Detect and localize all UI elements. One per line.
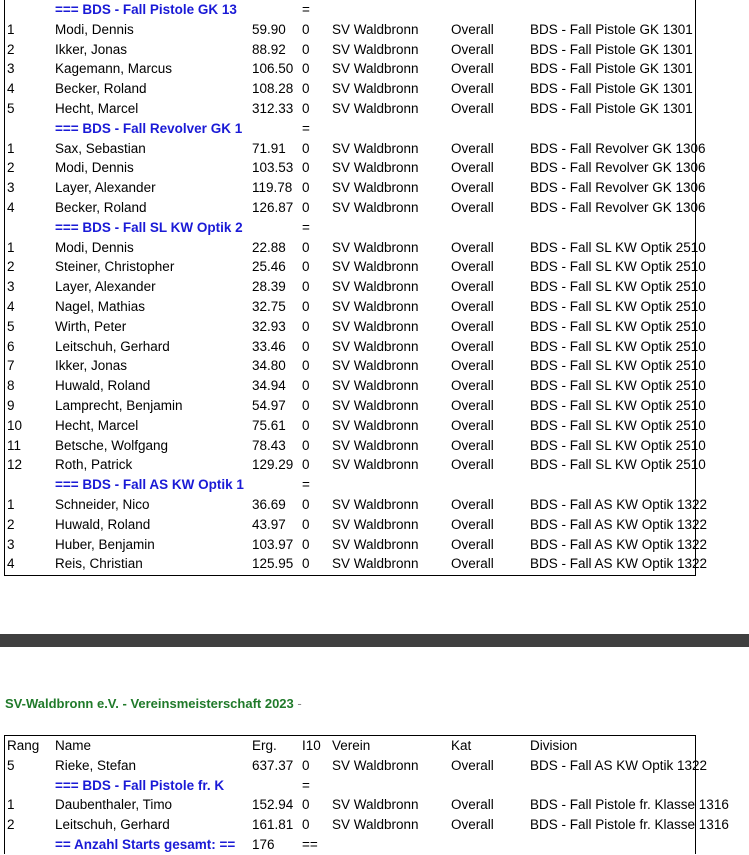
name-cell: Reis, Christian: [55, 556, 143, 572]
division-cell: BDS - Fall Pistole GK 1301: [530, 81, 693, 97]
verein-cell: SV Waldbronn: [332, 41, 419, 57]
header-division-cell: Division: [530, 738, 578, 753]
erg-cell: 33.46: [252, 338, 286, 354]
name-cell: Nagel, Mathias: [55, 298, 146, 314]
name-cell: Modi, Dennis: [55, 160, 134, 176]
rang-cell: 4: [7, 298, 15, 314]
rang-cell: 5: [7, 100, 15, 116]
division-cell: BDS - Fall SL KW Optik 2510: [530, 358, 706, 374]
document-title-suffix: -: [293, 696, 302, 711]
verein-cell: SV Waldbronn: [332, 817, 419, 833]
i10-cell: 0: [302, 160, 310, 176]
rang-cell: 4: [7, 81, 15, 97]
division-cell: BDS - Fall SL KW Optik 2510: [530, 239, 706, 255]
kat-cell: Overall: [451, 41, 494, 57]
i10-cell: 0: [302, 41, 310, 57]
kat-cell: Overall: [451, 457, 494, 473]
verein-cell: SV Waldbronn: [332, 199, 419, 215]
name-cell: Ikker, Jonas: [55, 358, 128, 374]
section-eq: =: [302, 777, 310, 793]
division-cell: BDS - Fall SL KW Optik 2510: [530, 417, 706, 433]
kat-cell: Overall: [451, 160, 494, 176]
division-cell: BDS - Fall AS KW Optik 1322: [530, 516, 708, 532]
kat-cell: Overall: [451, 180, 494, 196]
erg-cell: 71.91: [252, 140, 286, 156]
i10-cell: 0: [302, 378, 310, 394]
section-eq: ==: [302, 836, 318, 852]
section-label: === BDS - Fall AS KW Optik 1: [55, 477, 244, 493]
rang-cell: 2: [7, 259, 15, 275]
name-cell: Hecht, Marcel: [55, 100, 139, 116]
rang-cell: 1: [7, 140, 15, 156]
section-row: [5, 218, 695, 238]
document-title-text: SV-Waldbronn e.V. - Vereinsmeisterschaft 2023: [5, 696, 294, 711]
erg-cell: 32.75: [252, 298, 286, 314]
i10-cell: 0: [302, 437, 310, 453]
verein-cell: SV Waldbronn: [332, 100, 419, 116]
division-cell: BDS - Fall Pistole GK 1301: [530, 61, 693, 77]
verein-cell: SV Waldbronn: [332, 757, 419, 773]
i10-cell: 0: [302, 61, 310, 77]
rang-cell: 3: [7, 180, 15, 196]
division-cell: BDS - Fall SL KW Optik 2510: [530, 318, 706, 334]
section-row: [5, 835, 695, 855]
verein-cell: SV Waldbronn: [332, 61, 419, 77]
i10-cell: 0: [302, 81, 310, 97]
kat-cell: Overall: [451, 797, 494, 813]
verein-cell: SV Waldbronn: [332, 437, 419, 453]
kat-cell: Overall: [451, 199, 494, 215]
i10-cell: 0: [302, 338, 310, 354]
rang-cell: 2: [7, 41, 15, 57]
section-label: === BDS - Fall SL KW Optik 2: [55, 219, 243, 235]
kat-cell: Overall: [451, 298, 494, 314]
name-cell: Ikker, Jonas: [55, 41, 128, 57]
section-label: === BDS - Fall Pistole fr. K: [55, 777, 225, 793]
table-row: [5, 376, 706, 396]
table-row: [5, 59, 695, 79]
kat-cell: Overall: [451, 358, 494, 374]
verein-cell: SV Waldbronn: [332, 298, 419, 314]
table-row: [5, 455, 706, 475]
table-row: [5, 238, 706, 258]
table-row: [5, 139, 706, 159]
kat-cell: Overall: [451, 437, 494, 453]
erg-cell: 36.69: [252, 496, 286, 512]
section-eq: =: [302, 120, 310, 136]
verein-cell: SV Waldbronn: [332, 797, 419, 813]
kat-cell: Overall: [451, 239, 494, 255]
erg-cell: 312.33: [252, 100, 294, 116]
kat-cell: Overall: [451, 536, 494, 552]
rang-cell: 11: [7, 437, 22, 453]
kat-cell: Overall: [451, 140, 494, 156]
table-row: [5, 337, 706, 357]
rang-cell: 6: [7, 338, 15, 354]
header-verein-cell: Verein: [332, 738, 371, 753]
rang-cell: 5: [7, 757, 15, 773]
verein-cell: SV Waldbronn: [332, 358, 419, 374]
name-cell: Daubenthaler, Timo: [55, 797, 173, 813]
verein-cell: SV Waldbronn: [332, 457, 419, 473]
section-eq: =: [302, 219, 310, 235]
table-row: [5, 495, 708, 515]
verein-cell: SV Waldbronn: [332, 180, 419, 196]
table-row: [5, 515, 708, 535]
name-cell: Rieke, Stefan: [55, 757, 137, 773]
rang-cell: 3: [7, 536, 15, 552]
verein-cell: SV Waldbronn: [332, 81, 419, 97]
section-label: == Anzahl Starts gesamt: ==: [55, 836, 236, 852]
rang-cell: 5: [7, 318, 15, 334]
kat-cell: Overall: [451, 21, 494, 37]
verein-cell: SV Waldbronn: [332, 239, 419, 255]
erg-cell: 126.87: [252, 199, 294, 215]
division-cell: BDS - Fall SL KW Optik 2510: [530, 378, 706, 394]
i10-cell: 0: [302, 180, 310, 196]
header-kat-cell: Kat: [451, 738, 472, 753]
erg-cell: 78.43: [252, 437, 286, 453]
erg-cell: 22.88: [252, 239, 286, 255]
name-cell: Becker, Roland: [55, 81, 147, 97]
division-cell: BDS - Fall Revolver GK 1306: [530, 199, 706, 215]
name-cell: Layer, Alexander: [55, 180, 156, 196]
i10-cell: 0: [302, 556, 310, 572]
erg-cell: 108.28: [252, 81, 294, 97]
division-cell: BDS - Fall Revolver GK 1306: [530, 140, 706, 156]
rang-cell: 1: [7, 239, 15, 255]
section-eq: =: [302, 477, 310, 493]
division-cell: BDS - Fall Pistole GK 1301: [530, 100, 693, 116]
name-cell: Steiner, Christopher: [55, 259, 175, 275]
section-eq: =: [302, 2, 310, 17]
erg-cell: 32.93: [252, 318, 286, 334]
verein-cell: SV Waldbronn: [332, 279, 419, 295]
table-row: [5, 815, 729, 835]
division-cell: BDS - Fall Pistole GK 1301: [530, 21, 693, 37]
i10-cell: 0: [302, 239, 310, 255]
division-cell: BDS - Fall AS KW Optik 1322: [530, 757, 708, 773]
section-row: [5, 0, 695, 20]
section-label: === BDS - Fall Revolver GK 1: [55, 120, 243, 136]
name-cell: Huwald, Roland: [55, 516, 151, 532]
erg-cell: 103.53: [252, 160, 294, 176]
rang-cell: 2: [7, 516, 15, 532]
kat-cell: Overall: [451, 259, 494, 275]
table-row: [5, 795, 729, 815]
table-row: [5, 257, 706, 277]
erg-cell: 75.61: [252, 417, 286, 433]
i10-cell: 0: [302, 417, 310, 433]
results-table-1: [4, 0, 708, 576]
table-row: [5, 40, 695, 60]
division-cell: BDS - Fall Revolver GK 1306: [530, 160, 706, 176]
erg-cell: 637.37: [252, 757, 294, 773]
results-page-2: [0, 647, 749, 850]
division-cell: BDS - Fall SL KW Optik 2510: [530, 437, 706, 453]
erg-cell: 106.50: [252, 61, 294, 77]
kat-cell: Overall: [451, 279, 494, 295]
name-cell: Huwald, Roland: [55, 378, 151, 394]
table-row: [5, 356, 706, 376]
kat-cell: Overall: [451, 397, 494, 413]
erg-cell: 161.81: [252, 817, 294, 833]
name-cell: Layer, Alexander: [55, 279, 156, 295]
i10-cell: 0: [302, 199, 310, 215]
table-row: [5, 416, 706, 436]
verein-cell: SV Waldbronn: [332, 516, 419, 532]
division-cell: BDS - Fall AS KW Optik 1322: [530, 536, 708, 552]
i10-cell: 0: [302, 516, 310, 532]
division-cell: BDS - Fall Pistole GK 1301: [530, 41, 693, 57]
i10-cell: 0: [302, 298, 310, 314]
verein-cell: SV Waldbronn: [332, 140, 419, 156]
i10-cell: 0: [302, 100, 310, 116]
i10-cell: 0: [302, 817, 310, 833]
verein-cell: SV Waldbronn: [332, 397, 419, 413]
erg-cell: 34.80: [252, 358, 286, 374]
section-label: === BDS - Fall Pistole GK 13: [55, 2, 237, 17]
erg-cell: 152.94: [252, 797, 294, 813]
erg-cell: 34.94: [252, 378, 286, 394]
i10-cell: 0: [302, 21, 310, 37]
division-cell: BDS - Fall SL KW Optik 2510: [530, 338, 706, 354]
kat-cell: Overall: [451, 100, 494, 116]
verein-cell: SV Waldbronn: [332, 536, 419, 552]
verein-cell: SV Waldbronn: [332, 318, 419, 334]
division-cell: BDS - Fall SL KW Optik 2510: [530, 397, 706, 413]
name-cell: Modi, Dennis: [55, 21, 134, 37]
table-row: [5, 20, 695, 40]
verein-cell: SV Waldbronn: [332, 259, 419, 275]
division-cell: BDS - Fall SL KW Optik 2510: [530, 457, 706, 473]
i10-cell: 0: [302, 797, 310, 813]
i10-cell: 0: [302, 259, 310, 275]
header-rang-cell: Rang: [7, 738, 40, 753]
rang-cell: 2: [7, 160, 15, 176]
name-cell: Becker, Roland: [55, 199, 147, 215]
verein-cell: SV Waldbronn: [332, 417, 419, 433]
division-cell: BDS - Fall SL KW Optik 2510: [530, 259, 706, 275]
division-cell: BDS - Fall SL KW Optik 2510: [530, 298, 706, 314]
results-table-2: [4, 735, 729, 854]
rang-cell: 8: [7, 378, 15, 394]
header-name-cell: Name: [55, 738, 92, 753]
kat-cell: Overall: [451, 81, 494, 97]
erg-cell: 59.90: [252, 21, 286, 37]
i10-cell: 0: [302, 140, 310, 156]
table-row: [5, 99, 695, 119]
header-row: [5, 736, 695, 756]
name-cell: Leitschuh, Gerhard: [55, 817, 170, 833]
erg-cell: 125.95: [252, 556, 294, 572]
name-cell: Betsche, Wolfgang: [55, 437, 169, 453]
division-cell: BDS - Fall Pistole fr. Klasse 1316: [530, 797, 729, 813]
name-cell: Roth, Patrick: [55, 457, 133, 473]
name-cell: Wirth, Peter: [55, 318, 127, 334]
name-cell: Lamprecht, Benjamin: [55, 397, 183, 413]
division-cell: BDS - Fall SL KW Optik 2510: [530, 279, 706, 295]
i10-cell: 0: [302, 496, 310, 512]
erg-cell: 25.46: [252, 259, 286, 275]
header-i10-cell: I10: [302, 738, 321, 753]
erg-cell: 103.97: [252, 536, 294, 552]
verein-cell: SV Waldbronn: [332, 21, 419, 37]
rang-cell: 10: [7, 417, 23, 433]
erg-cell: 88.92: [252, 41, 286, 57]
rang-cell: 3: [7, 279, 15, 295]
document-title: [5, 696, 302, 711]
verein-cell: SV Waldbronn: [332, 378, 419, 394]
kat-cell: Overall: [451, 338, 494, 354]
kat-cell: Overall: [451, 496, 494, 512]
kat-cell: Overall: [451, 556, 494, 572]
rang-cell: 1: [7, 496, 15, 512]
rang-cell: 1: [7, 797, 15, 813]
verein-cell: SV Waldbronn: [332, 556, 419, 572]
i10-cell: 0: [302, 457, 310, 473]
section-row: [5, 776, 695, 796]
rang-cell: 7: [7, 358, 15, 374]
table-row: [5, 535, 708, 555]
section-row: [5, 475, 695, 495]
table-row: [5, 756, 708, 776]
rang-cell: 4: [7, 199, 15, 215]
rang-cell: 1: [7, 21, 15, 37]
table-row: [5, 198, 706, 218]
table-row: [5, 317, 706, 337]
section-row: [5, 119, 695, 139]
i10-cell: 0: [302, 397, 310, 413]
name-cell: Hecht, Marcel: [55, 417, 139, 433]
table-row: [5, 297, 706, 317]
kat-cell: Overall: [451, 61, 494, 77]
rang-cell: 4: [7, 556, 15, 572]
rang-cell: 9: [7, 397, 15, 413]
total-starts-value: 176: [252, 836, 275, 852]
rang-cell: 3: [7, 61, 15, 77]
table-row: [5, 436, 706, 456]
division-cell: BDS - Fall AS KW Optik 1322: [530, 556, 708, 572]
table-row: [5, 396, 706, 416]
i10-cell: 0: [302, 318, 310, 334]
table-row: [5, 79, 695, 99]
name-cell: Huber, Benjamin: [55, 536, 155, 552]
kat-cell: Overall: [451, 378, 494, 394]
verein-cell: SV Waldbronn: [332, 160, 419, 176]
rang-cell: 12: [7, 457, 23, 473]
page-separator: [0, 634, 749, 647]
division-cell: BDS - Fall Pistole fr. Klasse 1316: [530, 817, 729, 833]
kat-cell: Overall: [451, 417, 494, 433]
i10-cell: 0: [302, 757, 310, 773]
rang-cell: 2: [7, 817, 15, 833]
name-cell: Schneider, Nico: [55, 496, 150, 512]
kat-cell: Overall: [451, 516, 494, 532]
name-cell: Sax, Sebastian: [55, 140, 146, 156]
erg-cell: 54.97: [252, 397, 286, 413]
verein-cell: SV Waldbronn: [332, 496, 419, 512]
division-cell: BDS - Fall Revolver GK 1306: [530, 180, 706, 196]
name-cell: Leitschuh, Gerhard: [55, 338, 170, 354]
kat-cell: Overall: [451, 757, 494, 773]
i10-cell: 0: [302, 536, 310, 552]
division-cell: BDS - Fall AS KW Optik 1322: [530, 496, 708, 512]
kat-cell: Overall: [451, 817, 494, 833]
name-cell: Modi, Dennis: [55, 239, 134, 255]
erg-cell: 28.39: [252, 279, 286, 295]
table-row: [5, 158, 706, 178]
name-cell: Kagemann, Marcus: [55, 61, 173, 77]
i10-cell: 0: [302, 279, 310, 295]
erg-cell: 129.29: [252, 457, 294, 473]
verein-cell: SV Waldbronn: [332, 338, 419, 354]
erg-cell: 43.97: [252, 516, 286, 532]
kat-cell: Overall: [451, 318, 494, 334]
header-erg-cell: Erg.: [252, 738, 277, 753]
i10-cell: 0: [302, 358, 310, 374]
table-row: [5, 554, 708, 574]
table-row: [5, 178, 706, 198]
erg-cell: 119.78: [252, 180, 293, 196]
table-row: [5, 277, 706, 297]
